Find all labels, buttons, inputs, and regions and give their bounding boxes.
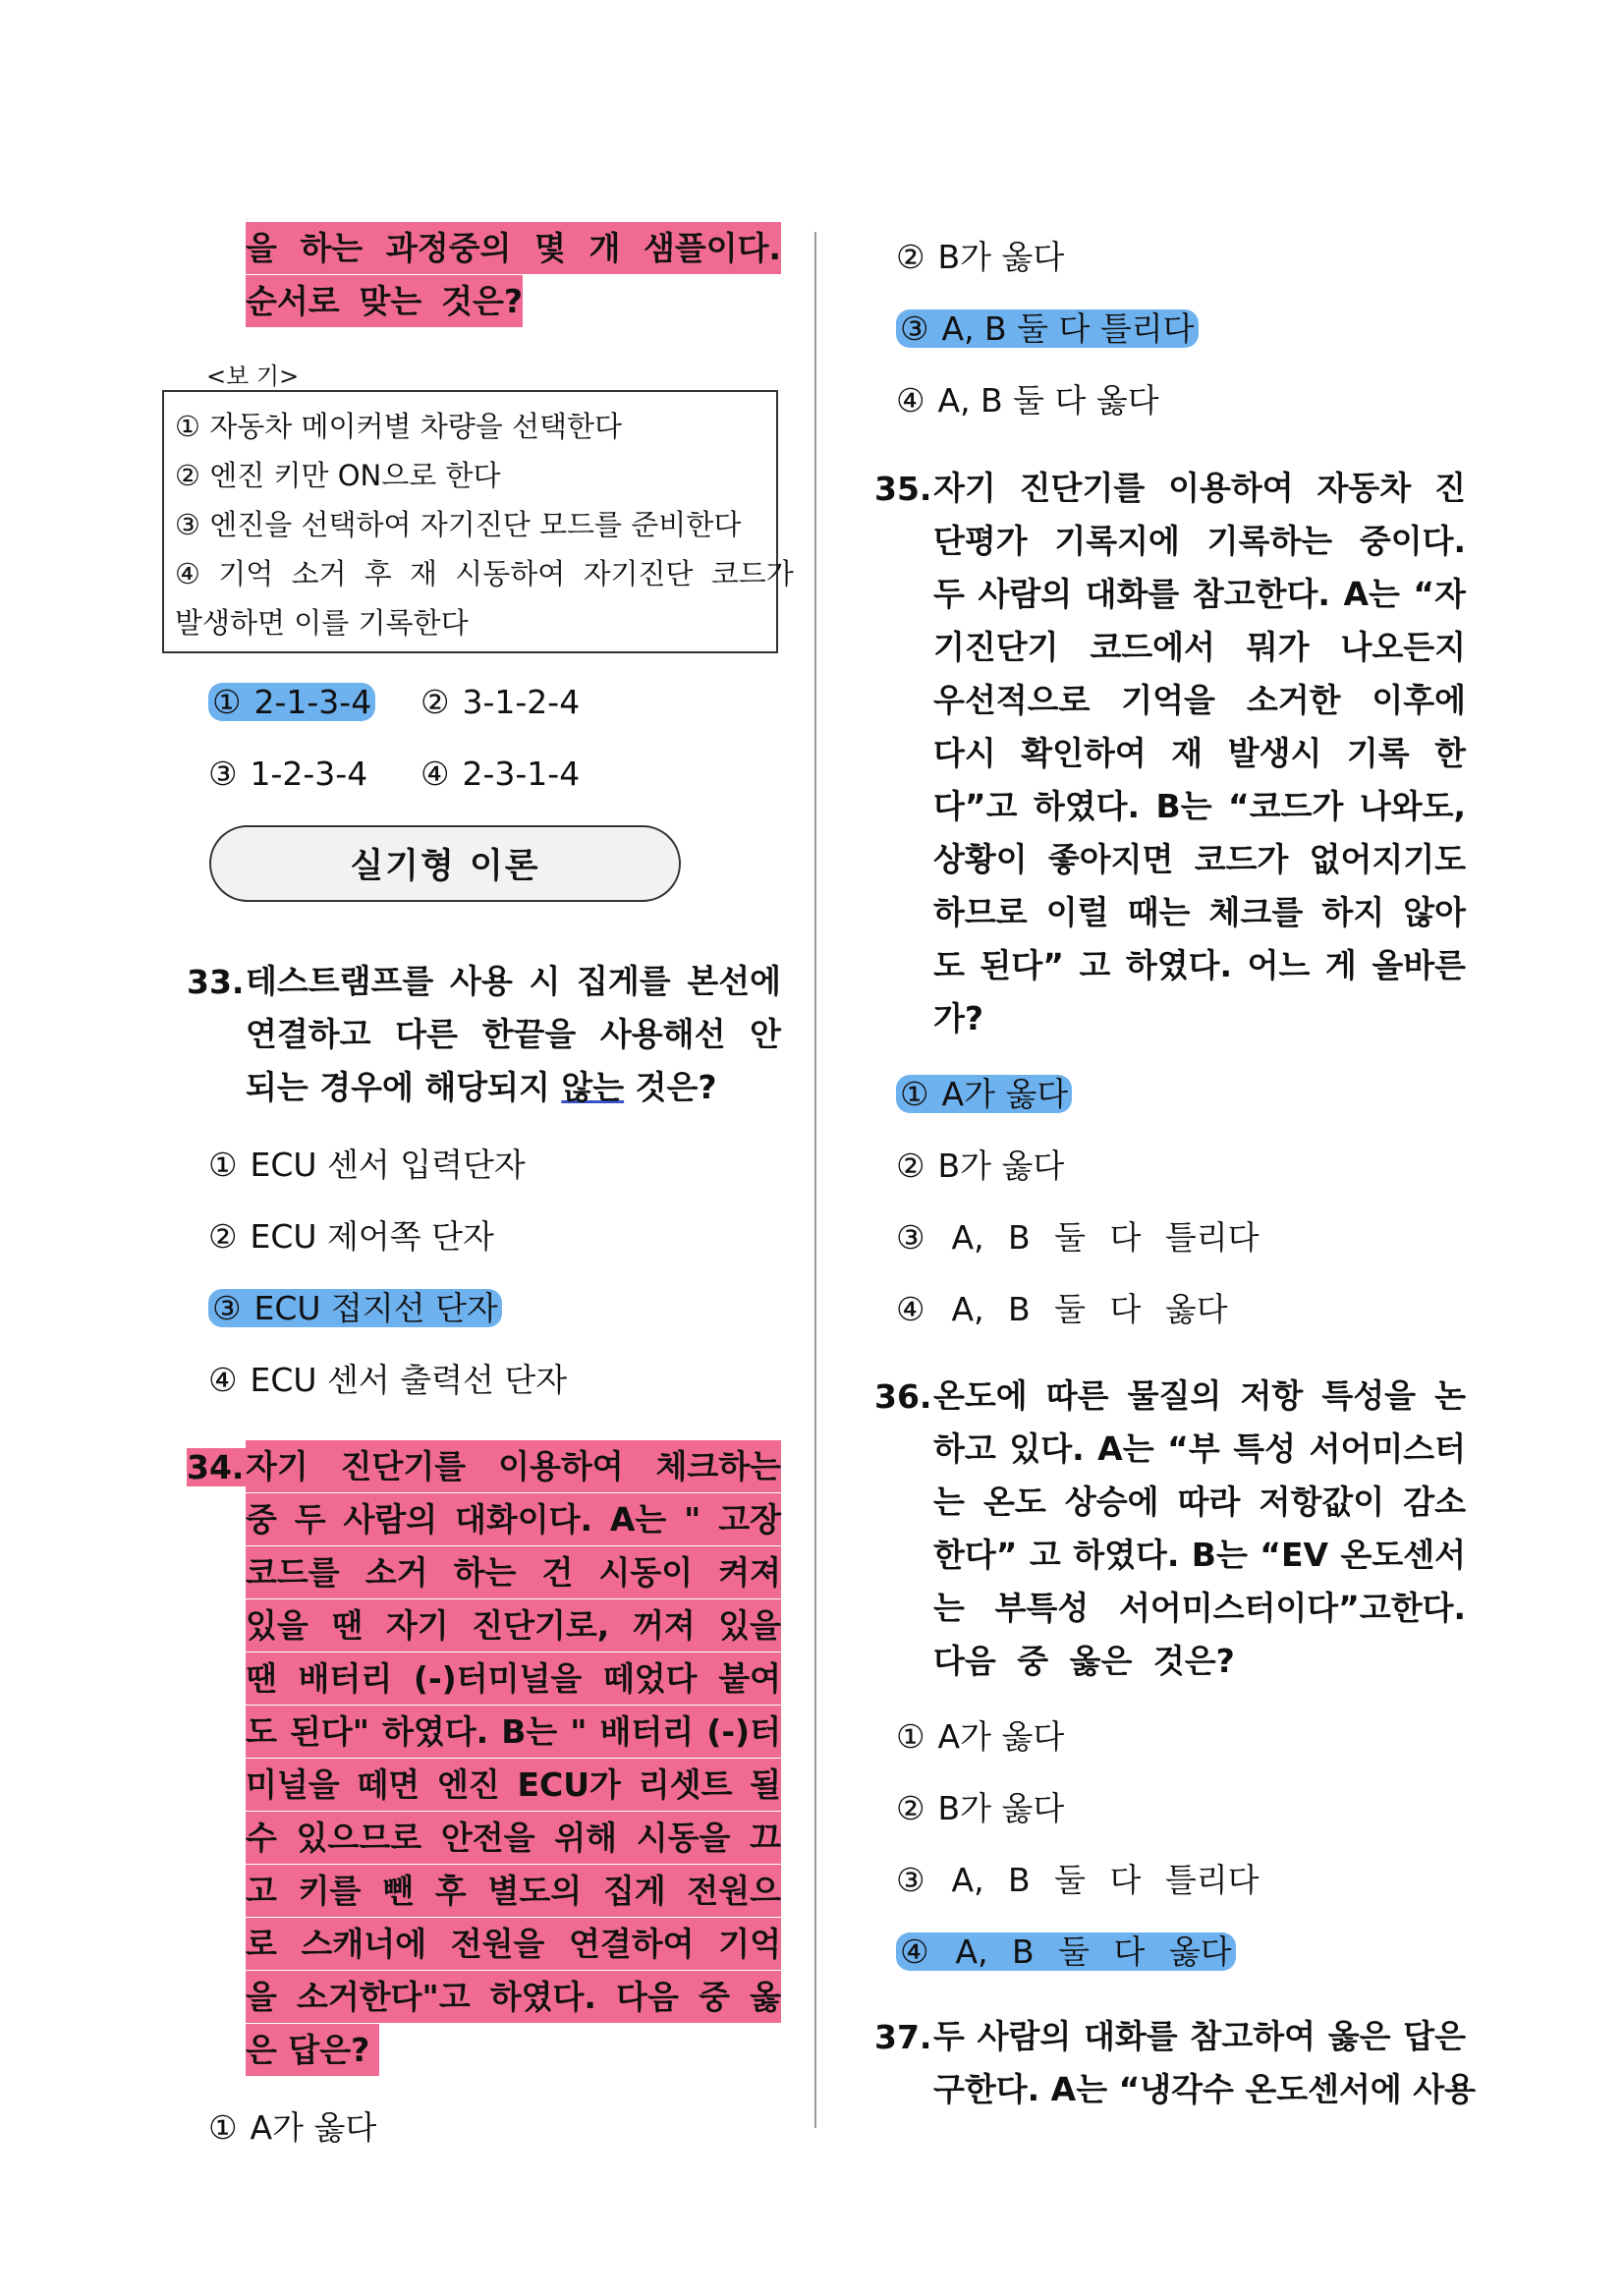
q34-line-3: 코드를 소거 하는 건 시동이 켜져 xyxy=(246,1546,781,1598)
option-text: A가 옳다 xyxy=(941,1075,1069,1113)
q34-line-1: 자기 진단기를 이용하여 체크하는 xyxy=(246,1440,781,1492)
q34-line-2: 중 두 사람의 대화이다. A는 " 고장 xyxy=(246,1493,781,1545)
q35-line-2: 단평가 기록지에 기록하는 중이다. xyxy=(933,522,1466,560)
q35-line-5: 우선적으로 기억을 소거한 이후에 xyxy=(933,681,1466,719)
q33-line-3 xyxy=(246,1061,717,1113)
q33-number: 33. xyxy=(187,963,245,1001)
option-3[interactable] xyxy=(208,755,367,793)
q35-option-3[interactable] xyxy=(896,1212,1260,1259)
q35-line-11: 가? xyxy=(933,999,984,1037)
q34-line-9: 고 키를 뺀 후 별도의 집게 전원으 xyxy=(246,1865,781,1917)
option-mark: ② xyxy=(420,683,450,721)
q34-option-1[interactable] xyxy=(208,2102,376,2149)
option-mark: ③ xyxy=(208,755,238,793)
q36-line-2: 하고 있다. A는 “부 특성 서어미스터 xyxy=(933,1429,1466,1468)
q34-option-2[interactable] xyxy=(896,232,1064,278)
option-text: ECU 접지선 단자 xyxy=(253,1289,498,1327)
option-mark: ③ xyxy=(212,1289,242,1327)
box-line-3: ③ 엔진을 선택하여 자기진단 모드를 준비한다 xyxy=(175,508,742,541)
q33-line-2: 연결하고 다른 한끝을 사용해선 안 xyxy=(246,1015,781,1053)
box-line-2: ② 엔진 키만 ON으로 한다 xyxy=(175,459,501,492)
q34-line-6: 도 된다" 하였다. B는 " 배터리 (-)터 xyxy=(246,1706,781,1758)
box-line-1: ① 자동차 메이커별 차량을 선택한다 xyxy=(175,410,623,443)
option-mark: ① xyxy=(900,1075,929,1113)
q35-line-7: 다”고 하였다. B는 “코드가 나와도, xyxy=(933,787,1466,825)
option-mark: ① xyxy=(208,2108,238,2147)
option-mark: ② xyxy=(896,1147,925,1185)
q34-line-4: 있을 땐 자기 진단기로, 꺼져 있을 xyxy=(246,1599,781,1652)
option-4[interactable] xyxy=(420,755,580,793)
q34-line-7: 미널을 떼면 엔진 ECU가 리셋트 될 xyxy=(246,1759,781,1811)
q34-line-12: 은 답은? xyxy=(246,2024,379,2076)
q33-underlined: 않는 xyxy=(561,1068,625,1106)
option-2[interactable] xyxy=(420,683,580,721)
option-text: B가 옳다 xyxy=(937,1789,1065,1827)
q33-option-2[interactable] xyxy=(208,1211,494,1258)
q34-option-4[interactable] xyxy=(896,375,1159,421)
q34-line-11: 을 소거한다"고 하였다. 다음 중 옳 xyxy=(246,1971,781,2023)
q35-line-9: 하므로 이럴 때는 체크를 하지 않아 xyxy=(933,893,1466,931)
option-text: A, B 둘 다 틀리다 xyxy=(951,1861,1260,1899)
option-text: ECU 센서 출력선 단자 xyxy=(250,1361,568,1399)
q37-number: 37. xyxy=(874,2018,932,2056)
q35-line-8: 상황이 좋아지면 코드가 없어지기도 xyxy=(933,840,1466,878)
q37-line-2: 구한다. A는 “냉각수 온도센서에 사용 xyxy=(933,2070,1477,2108)
q36-number: 36. xyxy=(874,1377,932,1416)
option-text: 2-1-3-4 xyxy=(253,683,372,721)
q34-number: 34. xyxy=(187,1448,245,1486)
option-text: A, B 둘 다 옳다 xyxy=(955,1932,1232,1971)
q34-option-3[interactable] xyxy=(896,304,1199,350)
q32-line-1: 을 하는 과정중의 몇 개 샘플이다. xyxy=(246,222,781,274)
q36-line-3: 는 온도 상승에 따라 저항값이 감소 xyxy=(933,1483,1466,1521)
option-text: 3-1-2-4 xyxy=(462,683,581,721)
q36-option-3[interactable] xyxy=(896,1855,1260,1901)
column-divider xyxy=(814,232,816,2128)
q33-line-3-text: 되는 경우에 해당되지 xyxy=(246,1068,562,1106)
q33-option-4[interactable] xyxy=(208,1355,567,1401)
q36-option-2[interactable] xyxy=(896,1783,1064,1829)
q35-option-1[interactable] xyxy=(896,1069,1072,1115)
option-mark: ① xyxy=(208,1146,238,1184)
option-text: 2-3-1-4 xyxy=(462,755,581,793)
q33-tail: 것은? xyxy=(624,1068,717,1106)
option-mark: ① xyxy=(212,683,242,721)
q36-line-1: 온도에 따른 물질의 저항 특성을 논 xyxy=(933,1376,1466,1415)
q35-line-1: 자기 진단기를 이용하여 자동차 진 xyxy=(933,469,1466,507)
option-text: A가 옳다 xyxy=(937,1717,1065,1756)
q32-line-2: 순서로 맞는 것은? xyxy=(246,275,523,327)
q34-line-5: 땐 배터리 (-)터미널을 떼었다 붙여 xyxy=(246,1652,781,1705)
q37-line-1: 두 사람의 대화를 참고하여 옳은 답은 xyxy=(933,2017,1466,2055)
option-mark: ④ xyxy=(896,381,925,420)
option-mark: ② xyxy=(896,1789,925,1827)
q36-option-4[interactable] xyxy=(896,1927,1236,1973)
q36-line-6: 다음 중 옳은 것은? xyxy=(933,1642,1235,1680)
box-line-5: 발생하면 이를 기록한다 xyxy=(175,606,469,640)
section-title: 실기형 이론 xyxy=(209,825,681,902)
option-mark: ③ xyxy=(896,1218,925,1257)
q35-line-4: 기진단기 코드에서 뭐가 나오든지 xyxy=(933,628,1466,666)
q33-option-3[interactable] xyxy=(208,1283,502,1329)
box-line-4: ④ 기억 소거 후 재 시동하여 자기진단 코드가 xyxy=(175,557,794,590)
option-mark: ④ xyxy=(420,755,450,793)
option-text: A, B 둘 다 틀리다 xyxy=(951,1218,1260,1257)
option-text: A, B 둘 다 틀리다 xyxy=(941,309,1195,348)
option-text: ECU 센서 입력단자 xyxy=(250,1146,526,1184)
option-text: A, B 둘 다 옳다 xyxy=(937,381,1159,420)
q34-line-10: 로 스캐너에 전원을 연결하여 기억 xyxy=(246,1918,781,1970)
option-mark: ③ xyxy=(900,309,929,348)
q36-option-1[interactable] xyxy=(896,1711,1064,1758)
q34-line-8: 수 있으므로 안전을 위해 시동을 끄 xyxy=(246,1812,781,1864)
q35-line-6: 다시 확인하여 재 발생시 기록 한 xyxy=(933,734,1466,772)
option-mark: ② xyxy=(208,1217,238,1256)
option-text: 1-2-3-4 xyxy=(250,755,368,793)
q36-line-5: 는 부특성 서어미스터이다”고한다. xyxy=(933,1589,1466,1627)
box-title: <보 기> xyxy=(206,363,300,390)
option-mark: ① xyxy=(896,1717,925,1756)
option-text: A, B 둘 다 옳다 xyxy=(951,1290,1228,1328)
q35-option-2[interactable] xyxy=(896,1141,1064,1187)
q35-line-10: 도 된다” 고 하였다. 어느 게 올바른 xyxy=(933,946,1466,984)
q36-line-4: 한다” 고 하였다. B는 “EV 온도센서 xyxy=(933,1536,1466,1574)
option-mark: ② xyxy=(896,238,925,276)
q33-line-1: 테스트램프를 사용 시 집게를 본선에 xyxy=(246,962,781,1000)
option-text: A가 옳다 xyxy=(250,2108,377,2147)
option-text: ECU 제어쪽 단자 xyxy=(250,1217,494,1256)
option-1[interactable] xyxy=(208,683,375,721)
option-text: B가 옳다 xyxy=(937,238,1065,276)
option-mark: ④ xyxy=(900,1932,929,1971)
q33-option-1[interactable] xyxy=(208,1140,526,1186)
option-mark: ④ xyxy=(208,1361,238,1399)
option-mark: ③ xyxy=(896,1861,925,1899)
q35-option-4[interactable] xyxy=(896,1284,1228,1330)
q35-line-3: 두 사람의 대화를 참고한다. A는 “자 xyxy=(933,575,1466,613)
option-mark: ④ xyxy=(896,1290,925,1328)
q35-number: 35. xyxy=(874,470,932,508)
option-text: B가 옳다 xyxy=(937,1147,1065,1185)
